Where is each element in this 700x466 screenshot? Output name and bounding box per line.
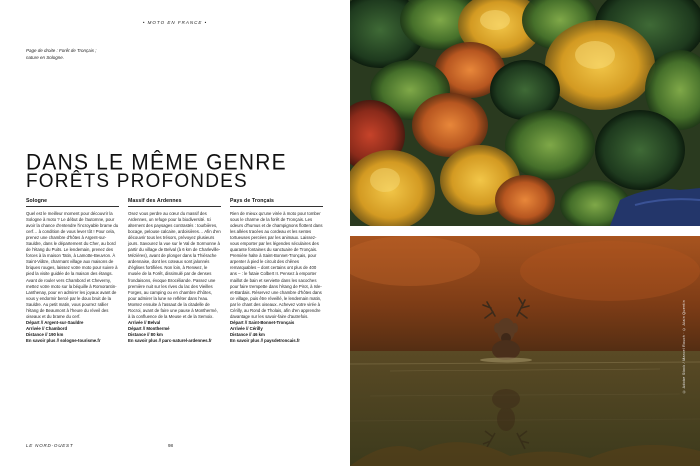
info-link: En savoir plus // parc-naturel-ardennes.fr <box>128 337 212 343</box>
right-page <box>350 0 700 466</box>
column-troncais <box>230 198 323 344</box>
forest-aerial-photo <box>350 0 700 226</box>
page-number: 98 <box>168 443 174 448</box>
caption-line-1: Page de droite : Forêt de Tronçais ; <box>26 48 97 53</box>
column-body: Rien de mieux qu'une virée à moto pour tomber sous le charme de la forêt de Tronçais. Les odeurs d'humus et de champignons flottent dans les allées tracées au cordeau et les sentes tortueuses percées par les animaux. Laissez-vous emporter par les légendes séculaires des quarante fontaines du sanctuaire de Tronçais. Première halte à Saint-Bonnet-Tronçais, pour arpenter à pied le circuit des chênes remarquables – dont certains ont plus de 400 ans – : le futaie Colbert II. Pensez à emporter maillot de bain et serviette dans les sacoches pour faire trempette dans l'étang de Pirot, à Isle-et-Bardais. Réservez une chambre d'hôtes dans ce village, puis être réveillé, le lendemain matin, par le chant des oiseaux. Achevez votre virée à Cérilly, au Rond de Tholais, afin d'en apprendre davantage sur les savoir-faire d'autrefois. <box>230 211 323 319</box>
info-depart: Départ // Argent-sur-Sauldre <box>26 319 84 325</box>
info-depart: Départ // Monthermé <box>128 325 170 331</box>
column-info <box>128 320 221 344</box>
magazine-name: LE NORD-OUEST <box>26 443 74 448</box>
info-arrivee: Arrivée // Chambord <box>26 325 68 331</box>
info-link: En savoir plus // paysdetroncais.fr <box>230 337 300 343</box>
info-arrivee: Arrivée // Cérilly <box>230 325 263 331</box>
column-title: Pays de Tronçais <box>230 198 323 207</box>
photo-credit: © Adobe Stock / Marcel Rouch · © Alain Quentin <box>682 300 686 394</box>
column-body: Osez vous perdre au cœur du massif des Ardennes, un refuge pour la biodiversité. Ici alternent des paysages contrastés : tourbières, bocage, pelouse calcaire, ardoisières… Afin d'en découvrir tous les trésors, prévoyez plusieurs jours. Savourez la vue sur le Val de Sormonne à partir du village de Belval (à 6 km de Charleville-Mézières), avant de plonger dans la Thiérache ardennaise, dont les coteaux sont jalonnés d'églises fortifiées. Non loin, à Renwez, le musée de la Forêt, dissimulé par de denses frondaisons, évoque Brocéliande. Passez une première nuit sur les rives du lac des Vieilles Forges, au camping ou en chambre d'hôtes, pour admirer la lune se refléter dans l'eau. Montez ensuite à l'assaut de la citadelle de Rocroi, avant de faire une pause à Monthermé, à la confluence de la Meuse et de la Semoix. <box>128 211 221 319</box>
column-ardennes <box>128 198 221 344</box>
photo-caption <box>26 48 146 61</box>
headline-line-2: FORÊTS PROFONDES <box>26 171 248 192</box>
info-link: En savoir plus // sologne-tourisme.fr <box>26 337 101 343</box>
section-kicker: • MOTO EN FRANCE • <box>142 20 208 25</box>
stag-in-pond-photo <box>350 236 700 466</box>
info-distance: Distance // 190 km <box>26 331 64 337</box>
article-headline <box>26 150 336 192</box>
column-title: Sologne <box>26 198 119 207</box>
column-title: Massif des Ardennes <box>128 198 221 207</box>
info-depart: Départ // Saint-Bonnet-Tronçais <box>230 319 295 325</box>
column-body: Quel est le meilleur moment pour découvrir la Sologne à moto ? Le début de l'automne, pour avoir la chance d'entendre l'incroyable brame du cerf… à condition de vous lever tôt ! Pour cela, prenez une chambre d'hôtes à Argent-sur-Sauldre, dans le département du Cher, au bord de l'étang du Puits. Le lendemain, prenez des forces à la maison Tatin, à Lamotte-Beuvron. À Saint-Viâtre, charmant village aux maisons de briques rouges, laissez votre moto pour suivre à pied la visite guidée de la maison des étangs. Avant de rouler vers Chambord et Cheverny, mettez votre moto sur la béquille à Romorantin-Lanthenay, pour en admirer les joyaux avant de vous y endormir bercé par le doux bruit de la Sauldre. Au petit matin, vous pourrez rallier l'étang de Beaumont à l'heure du réveil des oiseaux et du brame du cerf. <box>26 211 119 319</box>
info-distance: Distance // 46 km <box>230 331 265 337</box>
column-sologne <box>26 198 119 344</box>
column-info <box>26 320 119 344</box>
headline-line-1: DANS LE MÊME GENRE <box>26 150 287 175</box>
caption-line-2: nature en Sologne. <box>26 54 65 60</box>
info-arrivee: Arrivée // Belval <box>128 319 161 325</box>
column-info <box>230 320 323 344</box>
info-distance: Distance // 80 km <box>128 331 163 337</box>
